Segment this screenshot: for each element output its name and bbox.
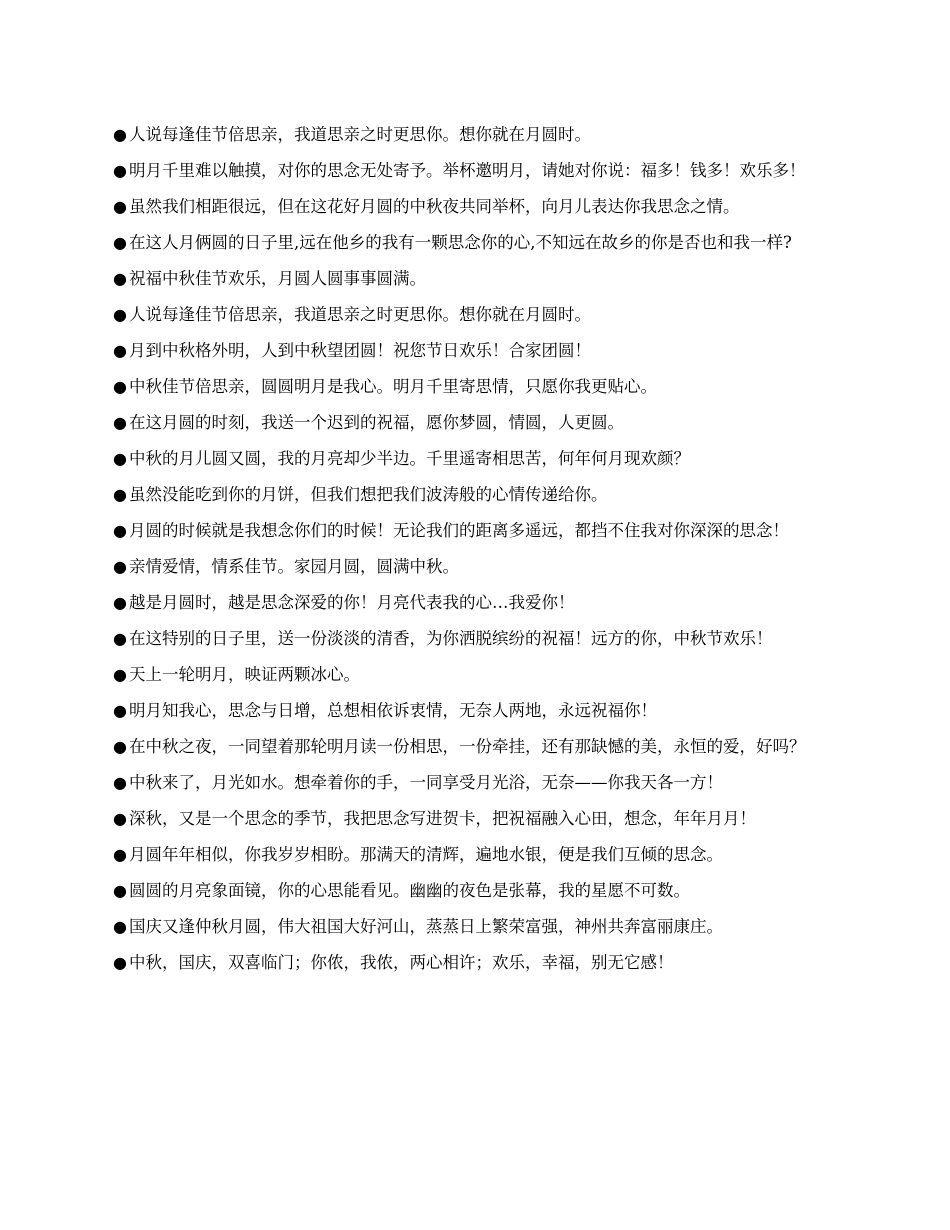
list-item-text: 天上一轮明月，映证两颗冰心。: [128, 665, 360, 684]
bullet-icon: ●: [113, 233, 127, 252]
list-item: [113, 916, 833, 938]
list-item-text: 虽然没能吃到你的月饼，但我们想把我们波涛般的心情传递给你。: [128, 485, 608, 504]
list-item: [113, 268, 833, 290]
list-item-text: 在这月圆的时刻，我送一个迟到的祝福，愿你梦圆，情圆，人更圆。: [128, 413, 624, 432]
list-item: [113, 736, 833, 758]
list-item: [113, 700, 833, 722]
document-body: [113, 124, 833, 988]
list-item-text: 月圆年年相似，你我岁岁相盼。那满天的清辉，遍地水银，便是我们互倾的思念。: [128, 845, 723, 864]
list-item: [113, 412, 833, 434]
list-item: [113, 448, 833, 470]
list-item-text: 越是月圆时，越是思念深爱的你！月亮代表我的心…我爱你！: [128, 593, 575, 612]
bullet-icon: ●: [113, 629, 127, 648]
list-item: [113, 556, 833, 578]
bullet-icon: ●: [113, 593, 127, 612]
list-item: [113, 160, 833, 182]
list-item: [113, 772, 833, 794]
list-item: [113, 808, 833, 830]
list-item-text: 人说每逢佳节倍思亲，我道思亲之时更思你。想你就在月圆时。: [128, 305, 591, 324]
list-item: [113, 952, 833, 974]
list-item-text: 深秋，又是一个思念的季节，我把思念写进贺卡，把祝福融入心田，想念，年年月月！: [128, 809, 756, 828]
list-item: [113, 124, 833, 146]
list-item-text: 中秋的月儿圆又圆，我的月亮却少半边。千里遥寄相思苦，何年何月现欢颜？: [128, 449, 690, 468]
list-item: [113, 484, 833, 506]
bullet-icon: ●: [113, 845, 127, 864]
list-item: [113, 844, 833, 866]
bullet-icon: ●: [113, 773, 127, 792]
list-item: [113, 880, 833, 902]
list-item: [113, 340, 833, 362]
bullet-icon: ●: [113, 485, 127, 504]
list-item: [113, 628, 833, 650]
list-item: [113, 232, 833, 254]
bullet-icon: ●: [113, 377, 127, 396]
bullet-icon: ●: [113, 521, 127, 540]
list-item-text: 圆圆的月亮象面镜，你的心思能看见。幽幽的夜色是张幕，我的星愿不可数。: [128, 881, 690, 900]
list-item-text: 月到中秋格外明，人到中秋望团圆！祝您节日欢乐！合家团圆！: [128, 341, 591, 360]
list-item-text: 明月知我心，思念与日增，总想相依诉衷情，无奈人两地，永远祝福你！: [128, 701, 657, 720]
list-item-text: 中秋，国庆，双喜临门；你侬，我侬，两心相许；欢乐，幸福，别无它感！: [128, 953, 674, 972]
bullet-icon: ●: [113, 557, 127, 576]
bullet-icon: ●: [113, 665, 127, 684]
list-item-text: 在中秋之夜，一同望着那轮明月读一份相思，一份牵挂，还有那缺憾的美，永恒的爱，好吗？: [128, 737, 806, 756]
bullet-icon: ●: [113, 809, 127, 828]
list-item-text: 中秋佳节倍思亲，圆圆明月是我心。明月千里寄思情，只愿你我更贴心。: [128, 377, 657, 396]
bullet-icon: ●: [113, 953, 127, 972]
list-item: [113, 196, 833, 218]
bullet-icon: ●: [113, 413, 127, 432]
list-item-text: 人说每逢佳节倍思亲，我道思亲之时更思你。想你就在月圆时。: [128, 125, 591, 144]
list-item-text: 月圆的时候就是我想念你们的时候！无论我们的距离多遥远，都挡不住我对你深深的思念！: [128, 521, 789, 540]
bullet-icon: ●: [113, 341, 127, 360]
bullet-icon: ●: [113, 737, 127, 756]
bullet-icon: ●: [113, 161, 127, 180]
list-item: [113, 592, 833, 614]
list-item-text: 亲情爱情，情系佳节。家园月圆，圆满中秋。: [128, 557, 459, 576]
bullet-icon: ●: [113, 701, 127, 720]
bullet-icon: ●: [113, 125, 127, 144]
bullet-icon: ●: [113, 269, 127, 288]
list-item-text: 虽然我们相距很远，但在这花好月圆的中秋夜共同举杯，向月儿表达你我思念之情。: [128, 197, 740, 216]
list-item: [113, 304, 833, 326]
list-item-text: 明月千里难以触摸，对你的思念无处寄予。举杯邀明月，请她对你说：福多！钱多！欢乐多！: [128, 161, 806, 180]
bullet-icon: ●: [113, 197, 127, 216]
list-item-text: 在这人月俩圆的日子里,远在他乡的我有一颗思念你的心,不知远在故乡的你是否也和我一样?: [128, 233, 792, 252]
list-item-text: 国庆又逢仲秋月圆，伟大祖国大好河山，蒸蒸日上繁荣富强，神州共奔富丽康庄。: [128, 917, 723, 936]
bullet-icon: ●: [113, 881, 127, 900]
list-item-text: 在这特别的日子里，送一份淡淡的清香，为你洒脱缤纷的祝福！远方的你，中秋节欢乐！: [128, 629, 773, 648]
list-item: [113, 520, 833, 542]
bullet-icon: ●: [113, 305, 127, 324]
list-item-text: 祝福中秋佳节欢乐，月圆人圆事事圆满。: [128, 269, 426, 288]
list-item: [113, 664, 833, 686]
bullet-icon: ●: [113, 917, 127, 936]
list-item-text: 中秋来了，月光如水。想牵着你的手，一同享受月光浴，无奈——你我天各一方！: [128, 773, 723, 792]
bullet-icon: ●: [113, 449, 127, 468]
list-item: [113, 376, 833, 398]
